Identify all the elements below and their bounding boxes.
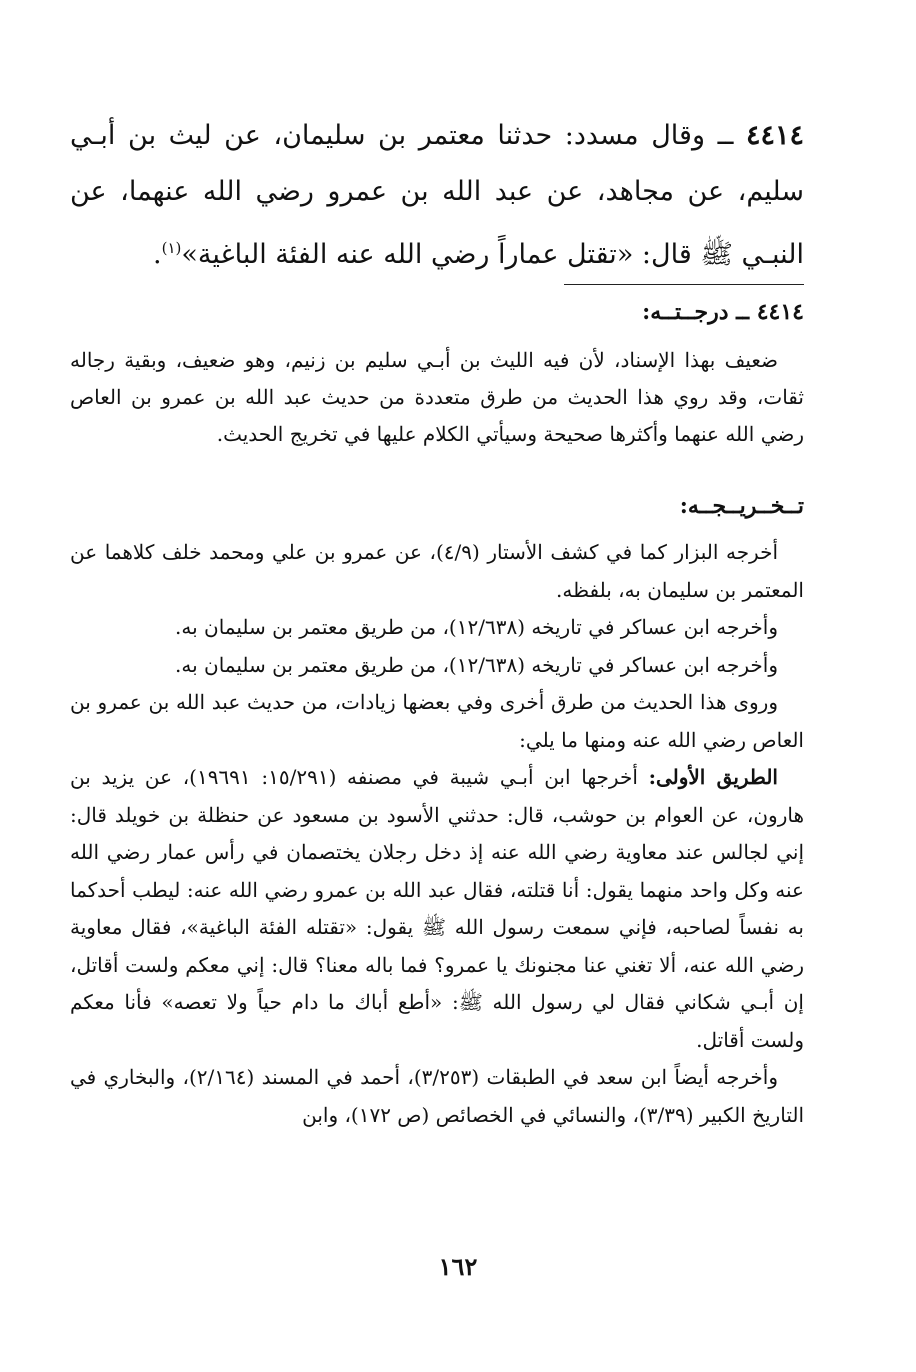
- footnote-divider: [564, 284, 804, 285]
- hadith-block: [70, 108, 804, 283]
- degree-heading: ٤٤١٤ ــ درجــتــه:: [642, 299, 804, 325]
- path1-paragraph: [70, 759, 804, 1059]
- path1-label: الطريق الأولى:: [648, 765, 778, 789]
- page-number: ١٦٢: [438, 1252, 478, 1281]
- hadith-text: ــ وقال مسدد: حدثنا معتمر بن سليمان، عن ليث بن أبـي سليم، عن مجاهد، عن عبد الله بن عمرو رضي الله عنهما، عن النبـي ﷺ قال: «تقتل عماراً رضي الله عنه الفئة الباغية»: [70, 120, 804, 270]
- takhrij-last-paragraph: وأخرجه أيضاً ابن سعد في الطبقات (٣/٢٥٣)، أحمد في المسند (٢/١٦٤)، والبخاري في التاريخ الكبير (٣/٣٩)، والنسائي في الخصائص (ص ١٧٢)، وابن: [70, 1065, 804, 1127]
- takhrij-paragraph: وأخرجه ابن عساكر في تاريخه (١٢/٦٣٨)، من طريق معتمر بن سليمان به.: [175, 652, 778, 677]
- degree-text: ضعيف بهذا الإسناد، لأن فيه الليث بن أبـي سليم بن زنيم، وهو ضعيف، وبقية رجاله ثقات، وقد روي هذا الحديث من طرق متعددة من حديث عبد الله بن عمرو بن العاص رضي الله عنهما وأكثرها صحيحة وسيأتي الكلام عليها في تخريج الحديث.: [70, 348, 804, 446]
- takhrij-heading: تــخــريــجــه:: [679, 493, 804, 519]
- takhrij-paragraph: أخرجه البزار كما في كشف الأستار (٤/٩)، عن عمرو بن علي ومحمد خلف كلاهما عن المعتمر بن سليمان به، بلفظه.: [70, 540, 804, 602]
- takhrij-body: [70, 534, 804, 1134]
- hadith-number: ٤٤١٤: [745, 120, 804, 151]
- takhrij-paragraph: وروى هذا الحديث من طرق أخرى وفي بعضها زيادات، من حديث عبد الله بن عمرو بن العاص رضي الله عنه ومنها ما يلي:: [70, 690, 804, 752]
- takhrij-paragraph: وأخرجه ابن عساكر في تاريخه (١٢/٦٣٨)، من طريق معتمر بن سليمان به.: [175, 615, 778, 639]
- footnote-ref: (١): [161, 239, 182, 257]
- path1-text: أخرجها ابن أبـي شيبة في مصنفه (١٥/٢٩١: ١٩٦٩١)، عن يزيد بن هارون، عن العوام بن حوشب، قال: حدثني الأسود بن مسعود عن حنظلة بن خويلد قال: إني لجالس عند معاوية رضي الله عنه إذ دخل رجلان يختصمان في رأس عمار رضي الله عنه وكل واحد منهما يقول: أنا قتلته، فقال عبد الله بن عمرو رضي الله عنه: ليطب أحدكما به نفساً لصاحبه، فإني سمعت رسول الله ﷺ يقول: «تقتله الفئة الباغية»، فقال معاوية رضي الله عنه، ألا تغني عنا مجنونك يا عمرو؟ فما باله معنا؟ قال: إني معكم ولست أقاتل، إن أبـي شكاني فقال لي رسول الله ﷺ: «أطع أباك ما دام حياً ولا تعصه» فأنا معكم ولست أقاتل.: [70, 765, 804, 1052]
- hadith-end: .: [152, 239, 162, 270]
